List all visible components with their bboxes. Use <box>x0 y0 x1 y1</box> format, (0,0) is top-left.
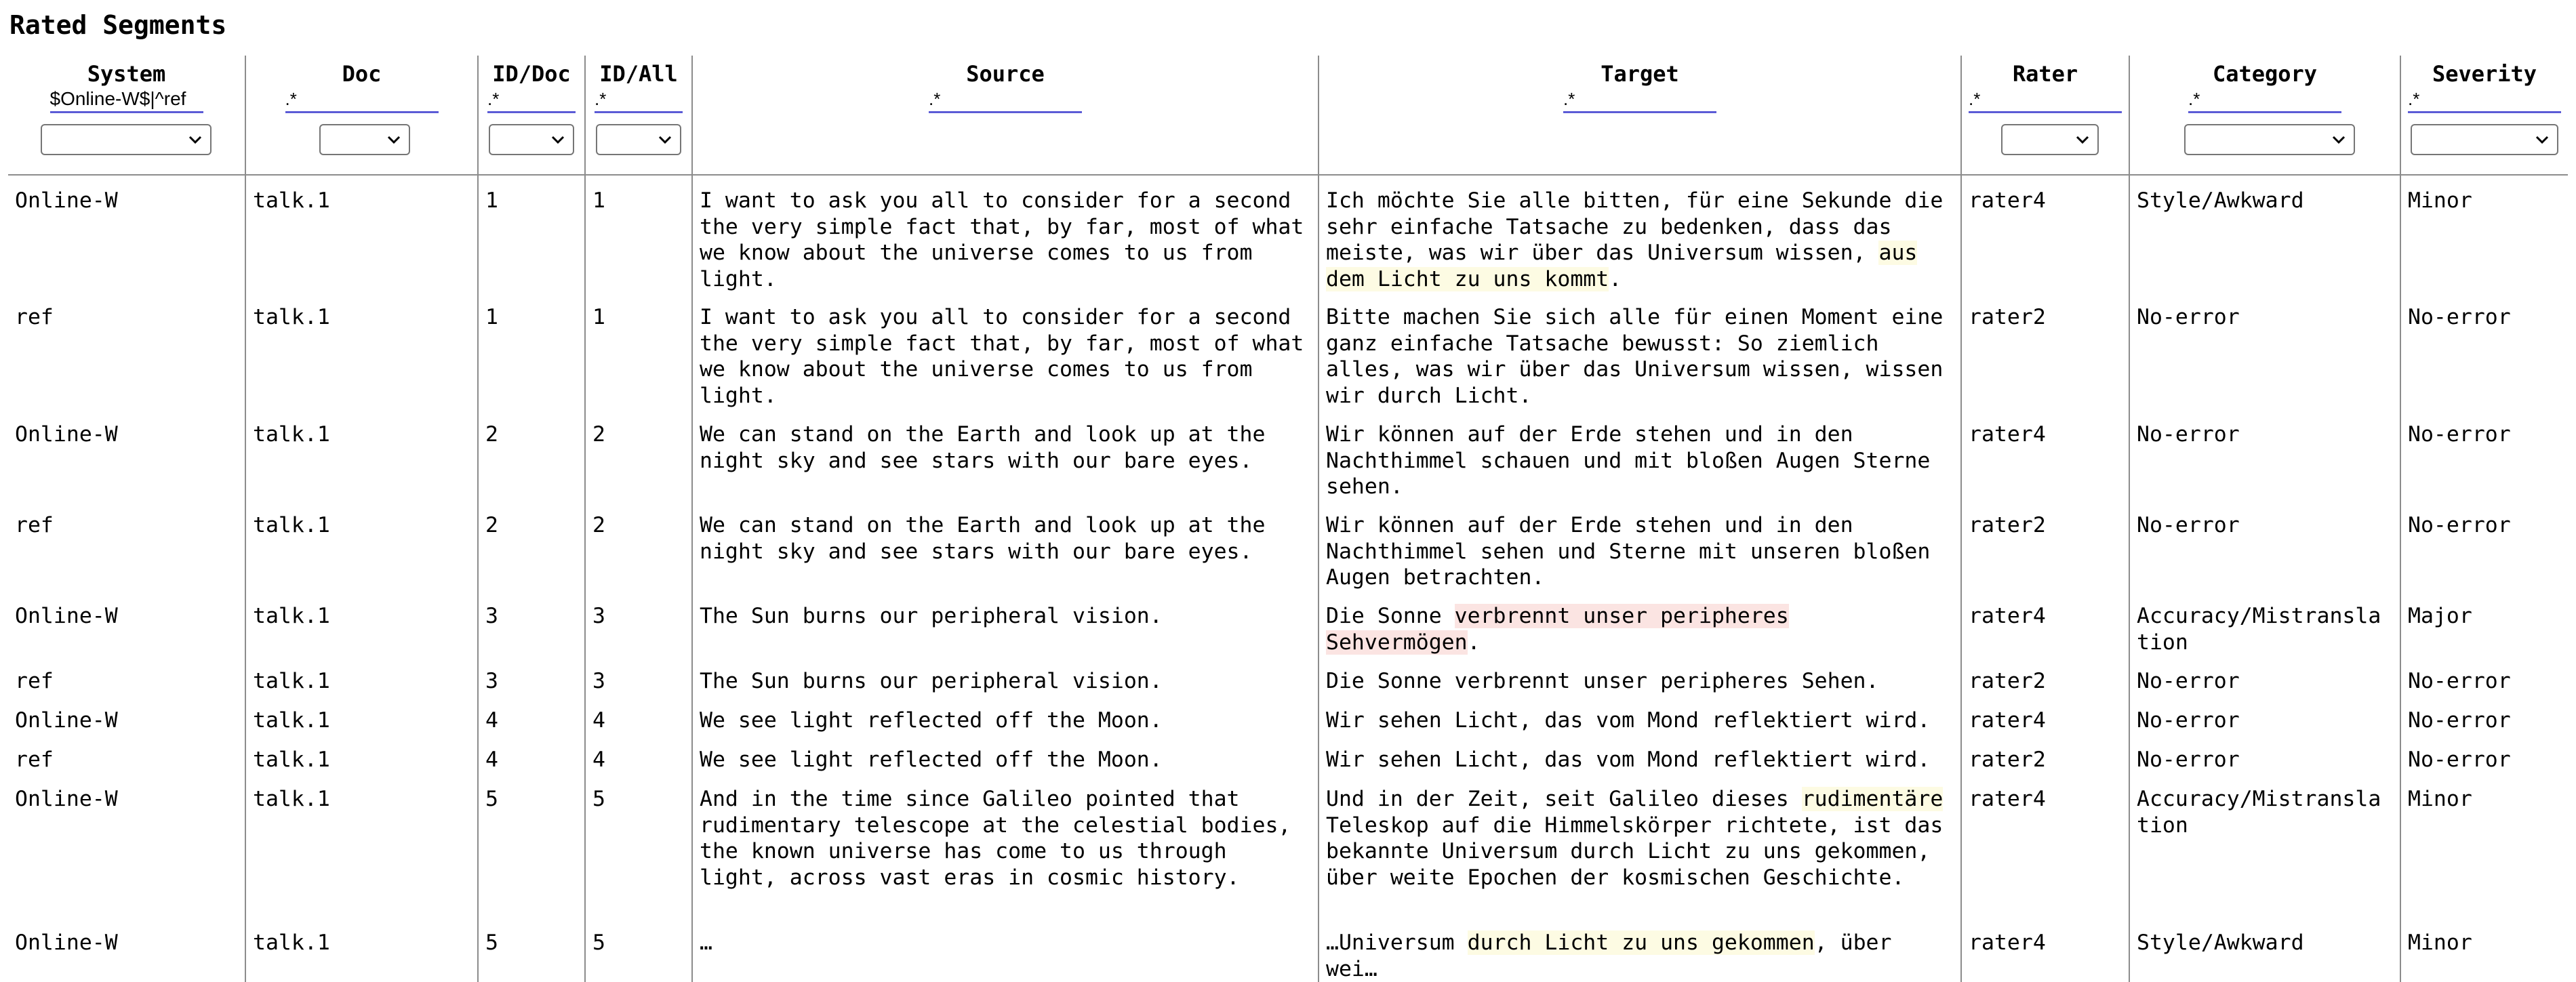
cell-doc: talk.1 <box>245 656 478 695</box>
cell-system: Online-W <box>8 774 245 918</box>
cell-source: And in the time since Galileo pointed that rudimentary telescope at the celestial bodies, the known universe has come to us through light, across vast eras in cosmic history. <box>692 774 1319 918</box>
column-header-source <box>692 56 1319 175</box>
cell-target <box>1319 695 1961 735</box>
cell-rater: rater2 <box>1961 735 2129 774</box>
cell-id-all: 4 <box>585 735 692 774</box>
column-label-category: Category <box>2212 61 2318 87</box>
cell-severity: Minor <box>2408 188 2472 213</box>
cell-source: We can stand on the Earth and look up at the night sky and see stars with our bare eyes. <box>692 500 1319 591</box>
cell-rater: rater4 <box>1961 918 2129 982</box>
major-error-span: verbrennt unser peripheres Sehvermögen <box>1326 604 1789 655</box>
cell-id-all: 3 <box>585 656 692 695</box>
cell-system: ref <box>8 735 245 774</box>
system-filter-input[interactable] <box>50 87 203 113</box>
cell-rater: rater2 <box>1961 500 2129 591</box>
cell-rater: rater4 <box>1961 774 2129 918</box>
column-label-severity: Severity <box>2432 61 2537 87</box>
id-all-filter-input[interactable] <box>595 87 683 113</box>
target-text: Die Sonne verbrennt unser peripheres Sehen. <box>1326 669 1879 693</box>
minor-error-span: aus dem Licht zu uns kommt <box>1326 241 1918 291</box>
cell-target <box>1319 409 1961 500</box>
cell-id-all: 3 <box>585 591 692 656</box>
cell-system: Online-W <box>8 918 245 982</box>
cell-severity: No-error <box>2408 305 2511 329</box>
table-header-row <box>8 56 2568 175</box>
id-doc-filter-select[interactable] <box>489 124 574 155</box>
cell-source: I want to ask you all to consider for a second the very simple fact that, by far, most of what we know about the universe comes to us from light. <box>692 175 1319 292</box>
column-header-id-all <box>585 56 692 175</box>
rater-filter-input[interactable] <box>1969 87 2122 113</box>
cell-source: I want to ask you all to consider for a second the very simple fact that, by far, most of what we know about the universe comes to us from light. <box>692 292 1319 409</box>
cell-source: … <box>692 918 1319 982</box>
target-text: …Universum <box>1326 930 1468 955</box>
doc-filter-input[interactable] <box>285 87 439 113</box>
cell-severity: No-error <box>2408 708 2511 733</box>
column-label-target: Target <box>1601 61 1679 87</box>
chevron-down-icon <box>657 129 673 150</box>
cell-id-all: 1 <box>585 292 692 409</box>
cell-severity: No-error <box>2408 422 2511 447</box>
cell-rater: rater4 <box>1961 409 2129 500</box>
cell-system: Online-W <box>8 409 245 500</box>
cell-severity: No-error <box>2408 669 2511 693</box>
cell-severity: Minor <box>2408 930 2472 955</box>
column-header-target <box>1319 56 1961 175</box>
minor-error-span: durch Licht zu uns gekommen <box>1467 930 1815 955</box>
cell-doc: talk.1 <box>245 918 478 982</box>
cell-doc: talk.1 <box>245 175 478 292</box>
cell-target <box>1319 175 1961 292</box>
cell-severity: Major <box>2408 604 2472 628</box>
cell-source: The Sun burns our peripheral vision. <box>692 591 1319 656</box>
cell-system: Online-W <box>8 591 245 656</box>
cell-rater: rater4 <box>1961 175 2129 292</box>
cell-category: Style/Awkward <box>2129 918 2400 982</box>
cell-id-doc: 5 <box>478 918 585 982</box>
cell-system: ref <box>8 656 245 695</box>
column-header-category <box>2129 56 2400 175</box>
cell-id-doc: 4 <box>478 695 585 735</box>
cell-system: Online-W <box>8 695 245 735</box>
cell-category: No-error <box>2129 500 2400 591</box>
chevron-down-icon <box>2074 129 2091 150</box>
cell-target <box>1319 292 1961 409</box>
target-text: . <box>1467 630 1481 655</box>
table-row <box>8 656 2568 695</box>
category-filter-input[interactable] <box>2188 87 2341 113</box>
cell-id-all: 4 <box>585 695 692 735</box>
column-header-system <box>8 56 245 175</box>
category-filter-select[interactable] <box>2184 124 2355 155</box>
cell-source: We see light reflected off the Moon. <box>692 735 1319 774</box>
id-doc-filter-input[interactable] <box>487 87 576 113</box>
cell-category: No-error <box>2129 656 2400 695</box>
cell-category: Style/Awkward <box>2129 175 2400 292</box>
cell-id-all: 2 <box>585 409 692 500</box>
cell-target <box>1319 918 1961 982</box>
chevron-down-icon <box>187 129 203 150</box>
cell-category: No-error <box>2129 735 2400 774</box>
cell-source: We can stand on the Earth and look up at the night sky and see stars with our bare eyes. <box>692 409 1319 500</box>
cell-target <box>1319 591 1961 656</box>
table-row <box>8 695 2568 735</box>
cell-rater: rater4 <box>1961 591 2129 656</box>
cell-source: We see light reflected off the Moon. <box>692 695 1319 735</box>
target-text: Die Sonne <box>1326 604 1455 628</box>
cell-category: No-error <box>2129 409 2400 500</box>
cell-id-doc: 2 <box>478 500 585 591</box>
column-header-rater <box>1961 56 2129 175</box>
target-text: Und in der Zeit, seit Galileo dieses <box>1326 787 1802 811</box>
cell-rater: rater2 <box>1961 292 2129 409</box>
cell-id-doc: 1 <box>478 292 585 409</box>
rated-segments-table <box>8 56 2568 982</box>
system-filter-select[interactable] <box>41 124 212 155</box>
cell-severity: Minor <box>2408 787 2472 811</box>
target-text: Teleskop auf die Himmelskörper richtete, ist das bekannte Universum durch Licht zu uns gekommen, über weite Epochen der kosmischen Geschichte. <box>1326 813 1944 890</box>
cell-severity: No-error <box>2408 748 2511 772</box>
cell-doc: talk.1 <box>245 735 478 774</box>
column-label-source: Source <box>966 61 1045 87</box>
cell-target <box>1319 774 1961 918</box>
cell-id-doc: 4 <box>478 735 585 774</box>
id-all-filter-select[interactable] <box>596 124 681 155</box>
target-text: , über wei… <box>1326 930 1892 981</box>
target-filter-input[interactable] <box>1563 87 1716 113</box>
cell-rater: rater2 <box>1961 656 2129 695</box>
cell-doc: talk.1 <box>245 591 478 656</box>
cell-id-doc: 3 <box>478 656 585 695</box>
target-text: Wir können auf der Erde stehen und in den Nachthimmel sehen und Sterne mit unseren bloßen Augen betrachten. <box>1326 513 1931 590</box>
page-title: Rated Segments <box>9 10 227 40</box>
cell-doc: talk.1 <box>245 695 478 735</box>
cell-doc: talk.1 <box>245 409 478 500</box>
target-text: . <box>1609 266 1622 291</box>
table-row <box>8 292 2568 409</box>
target-text: Wir können auf der Erde stehen und in den Nachthimmel schauen und mit bloßen Augen Sterne sehen. <box>1326 422 1931 499</box>
minor-error-span: rudimentäre <box>1801 787 1944 811</box>
cell-target <box>1319 735 1961 774</box>
chevron-down-icon <box>550 129 566 150</box>
severity-filter-select[interactable] <box>2411 124 2558 155</box>
cell-id-all: 1 <box>585 175 692 292</box>
column-label-doc: Doc <box>342 61 382 87</box>
column-header-severity <box>2400 56 2568 175</box>
column-label-system: System <box>87 61 166 87</box>
cell-category: No-error <box>2129 292 2400 409</box>
table-row <box>8 735 2568 774</box>
cell-id-all: 2 <box>585 500 692 591</box>
cell-id-all: 5 <box>585 774 692 918</box>
table-row <box>8 175 2568 292</box>
table-row <box>8 500 2568 591</box>
target-text: Bitte machen Sie sich alle für einen Moment eine ganz einfache Tatsache bewusst: So ziemlich alles, was wir über das Universum wissen, wissen wir durch Licht. <box>1326 305 1944 408</box>
column-label-id-doc: ID/Doc <box>492 61 571 87</box>
chevron-down-icon <box>386 129 402 150</box>
cell-id-doc: 1 <box>478 175 585 292</box>
cell-category: Accuracy/Mistranslation <box>2129 774 2400 918</box>
severity-filter-input[interactable] <box>2408 87 2561 113</box>
cell-system: Online-W <box>8 175 245 292</box>
cell-category: Accuracy/Mistranslation <box>2129 591 2400 656</box>
cell-id-doc: 5 <box>478 774 585 918</box>
target-text: Wir sehen Licht, das vom Mond reflektiert wird. <box>1326 748 1931 772</box>
cell-doc: talk.1 <box>245 500 478 591</box>
cell-target <box>1319 656 1961 695</box>
table-row <box>8 591 2568 656</box>
cell-target <box>1319 500 1961 591</box>
cell-system: ref <box>8 500 245 591</box>
table-row <box>8 918 2568 982</box>
rater-filter-select[interactable] <box>2001 124 2099 155</box>
source-filter-input[interactable] <box>929 87 1082 113</box>
cell-category: No-error <box>2129 695 2400 735</box>
target-text: Ich möchte Sie alle bitten, für eine Sekunde die sehr einfache Tatsache zu bedenken, dass das meiste, was wir über das Universum wissen, <box>1326 188 1944 265</box>
table-row <box>8 774 2568 918</box>
cell-severity: No-error <box>2408 513 2511 537</box>
cell-doc: talk.1 <box>245 774 478 918</box>
column-label-id-all: ID/All <box>599 61 678 87</box>
cell-id-all: 5 <box>585 918 692 982</box>
column-header-id-doc <box>478 56 585 175</box>
cell-id-doc: 2 <box>478 409 585 500</box>
target-text: Wir sehen Licht, das vom Mond reflektiert wird. <box>1326 708 1931 733</box>
table-row <box>8 409 2568 500</box>
cell-source: The Sun burns our peripheral vision. <box>692 656 1319 695</box>
cell-id-doc: 3 <box>478 591 585 656</box>
cell-doc: talk.1 <box>245 292 478 409</box>
chevron-down-icon <box>2331 129 2347 150</box>
cell-system: ref <box>8 292 245 409</box>
doc-filter-select[interactable] <box>319 124 410 155</box>
cell-rater: rater4 <box>1961 695 2129 735</box>
column-label-rater: Rater <box>2012 61 2078 87</box>
chevron-down-icon <box>2534 129 2550 150</box>
column-header-doc <box>245 56 478 175</box>
